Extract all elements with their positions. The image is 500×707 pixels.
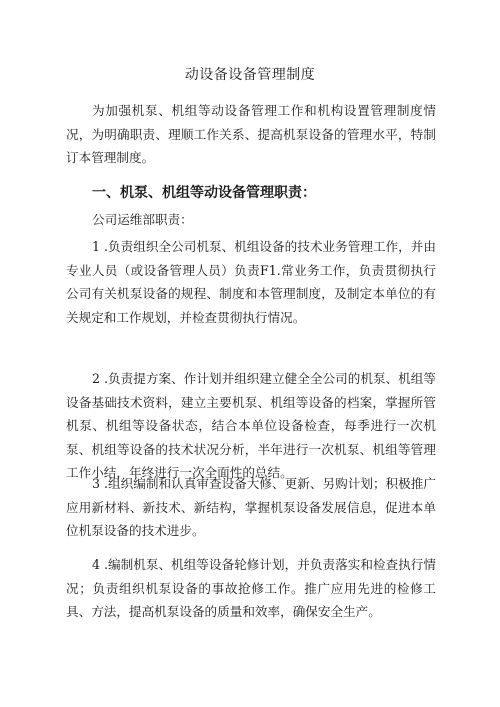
list-item: 1 .负责组织全公司机泵、机组设备的技术业务管理工作，并由专业人员（或设备管理人员）负责F1.常业务工作，负责贯彻执行公司有关机泵设备的规程、制度和本管理制度，及制定本单位的有关规定和工作规划，并检查贯彻执行情况。 xyxy=(66,239,436,325)
list-item: 2 .负责提方案、作计划并组织建立健全全公司的机泵、机组等设备基础技术资料，建立主要机泵、机组等设备的档案，掌握所管机泵、机组等设备状态，结合本单位设备检查，每季进行一次机泵、机组等设备的技术状况分析，半年进行一次机泵、机组等管理工作小结，年终进行一次全面性的总结。 xyxy=(66,371,436,480)
document-title: 动设备设备管理制度 xyxy=(184,67,316,83)
list-item: 4 .编制机泵、机组等设备轮修计划，并负责落实和检查执行情况；负责组织机泵设备的事故抢修工作。推广应用先进的检修工具、方法，提高机泵设备的质量和效率，确保安全生产。 xyxy=(66,557,436,619)
section-heading: 一、机泵、机组等动设备管理职责： xyxy=(92,185,316,201)
list-item: 3 .组织编制和认真审查设备大修、更新、另购计划；积极推广应用新材料、新技术、新结构，掌握机泵设备发展信息，促进本单位机泵设备的技术进步。 xyxy=(66,476,436,538)
subheading: 公司运维部职责： xyxy=(92,212,193,227)
intro-paragraph: 为加强机泵、机组等动设备管理工作和机构设置管理制度情况，为明确职责、理顺工作关系、提高机泵设备的管理水平，特制订本管理制度。 xyxy=(66,103,436,165)
